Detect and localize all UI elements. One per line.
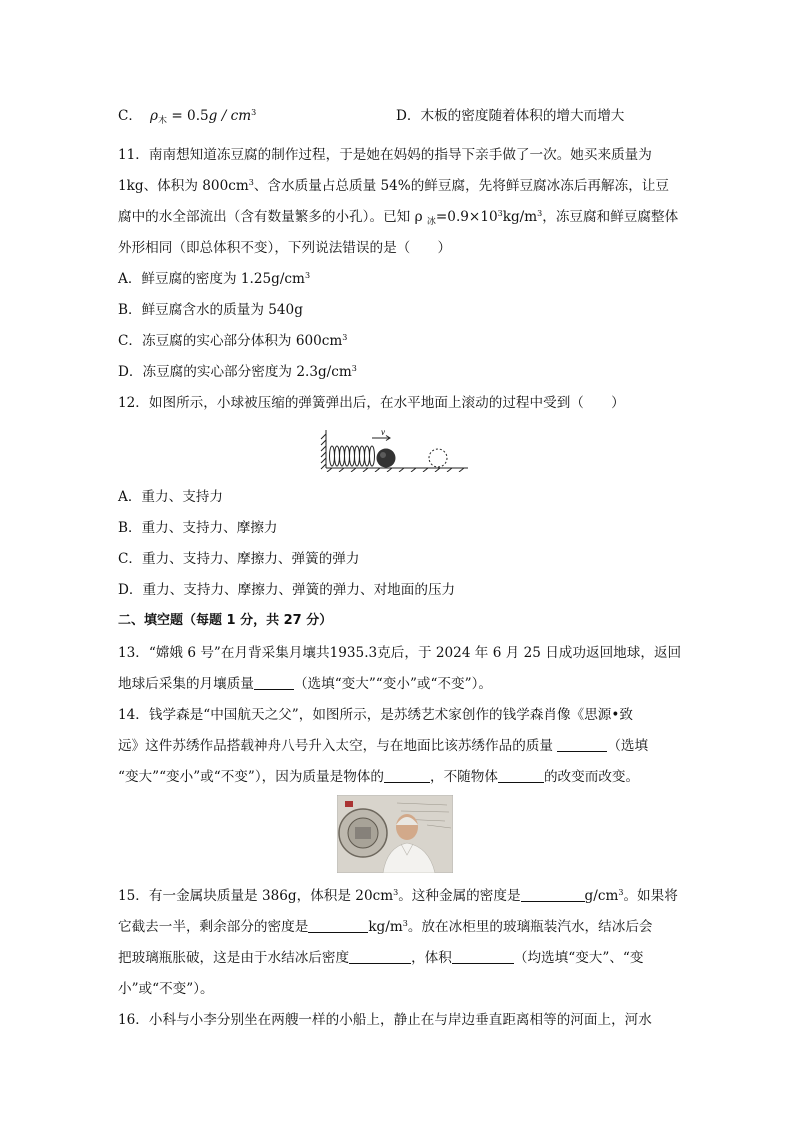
ball-ghost [429,449,447,467]
ground-hatching [327,468,464,472]
q13-line1: 13．“嫦娥 6 号”在月背采集月壤共1935.3克后，于 2024 年 6 月 25 日成功返回地球，返回 [118,645,682,661]
section-heading-fill-in: 二、填空题（每题 1 分，共 27 分） [118,613,333,628]
option-c-prev: C． $\rho_木 = 0.5g / cm^3$ [118,108,257,126]
q11-stem-line3: 腐中的水全部流出（含有数量繁多的小孔）。已知 ρ $_冰=0.9\times 10^3kg/m^3$，冻豆腐和鲜豆腐整体 [118,209,679,227]
q11-option-d: D．冻豆腐的实心部分密度为 $2.3g/cm^3$ [118,364,357,380]
blank[interactable] [521,887,585,902]
q15-line4: 小”或“不变”）。 [118,981,214,997]
blank[interactable] [498,768,544,783]
blank[interactable] [384,768,430,783]
spring [330,446,375,466]
q12-option-c: C．重力、支持力、摩擦力、弹簧的弹力 [118,551,360,567]
blank[interactable] [557,737,607,752]
spring-ball-figure [320,424,472,472]
q12-option-d: D．重力、支持力、摩擦力、弹簧的弹力、对地面的压力 [118,582,456,598]
blank[interactable] [349,949,411,964]
q16-line1: 16．小科与小李分别坐在两艘一样的小船上，静止在与岸边垂直距离相等的河面上，河水 [118,1012,652,1028]
q11-option-c: C．冻豆腐的实心部分体积为 $600cm^3$ [118,333,348,349]
q12-option-a: A．重力、支持力 [118,489,223,505]
q15-line3: 把玻璃瓶胀破，这是由于水结冰后密度 ，体积 （均选填“变大”、“变 [118,950,644,966]
q11-stem-line2: 1kg、体积为 $800cm^3$、含水质量占总质量 54%的鲜豆腐，先将鲜豆腐冰冻后再解冻，让豆 [118,178,669,194]
embroidery-portrait-photo [337,795,453,873]
q14-line2: 远》这件苏绣作品搭载神舟八号升入太空，与在地面比该苏绣作品的质量 （选填 [118,738,649,754]
q14-line1: 14．钱学森是“中国航天之父”，如图所示，是苏绣艺术家创作的钱学森肖像《思源•致 [118,707,633,723]
q12-stem: 12．如图所示，小球被压缩的弹簧弹出后，在水平地面上滚动的过程中受到（ ） [118,395,625,411]
q14-line3: “变大”“变小”或“不变”），因为质量是物体的 ，不随物体 的改变而改变。 [118,769,640,785]
q15-line2: 它截去一半，剩余部分的密度是 $kg/m^3$。放在冰柜里的玻璃瓶装汽水，结冰后会 [118,919,653,935]
q11-stem-line4: 外形相同（即总体积不变），下列说法错误的是（ ） [118,240,452,256]
blank[interactable] [452,949,514,964]
q12-option-b: B．重力、支持力、摩擦力 [118,520,278,536]
wall-hatching [321,434,326,469]
q11-option-a: A．鲜豆腐的密度为 $1.25g/cm^3$ [118,271,311,287]
velocity-label: v [381,427,385,437]
blank[interactable] [308,918,368,933]
blank[interactable] [254,675,294,690]
q13-line2: 地球后采集的月壤质量 （选填“变大”“变小”或“不变”）。 [118,676,492,692]
option-d-prev: D．木板的密度随着体积的增大而增大 [396,108,625,124]
ball [377,449,396,468]
q15-line1: 15．有一金属块质量是 386g，体积是 $20cm^3$。这种金属的密度是 $g/cm^3$。如果将 [118,888,678,904]
q11-stem-line1: 11．南南想知道冻豆腐的制作过程，于是她在妈妈的指导下亲手做了一次。她买来质量为 [118,147,652,163]
q11-option-b: B．鲜豆腐含水的质量为 540g [118,302,303,318]
